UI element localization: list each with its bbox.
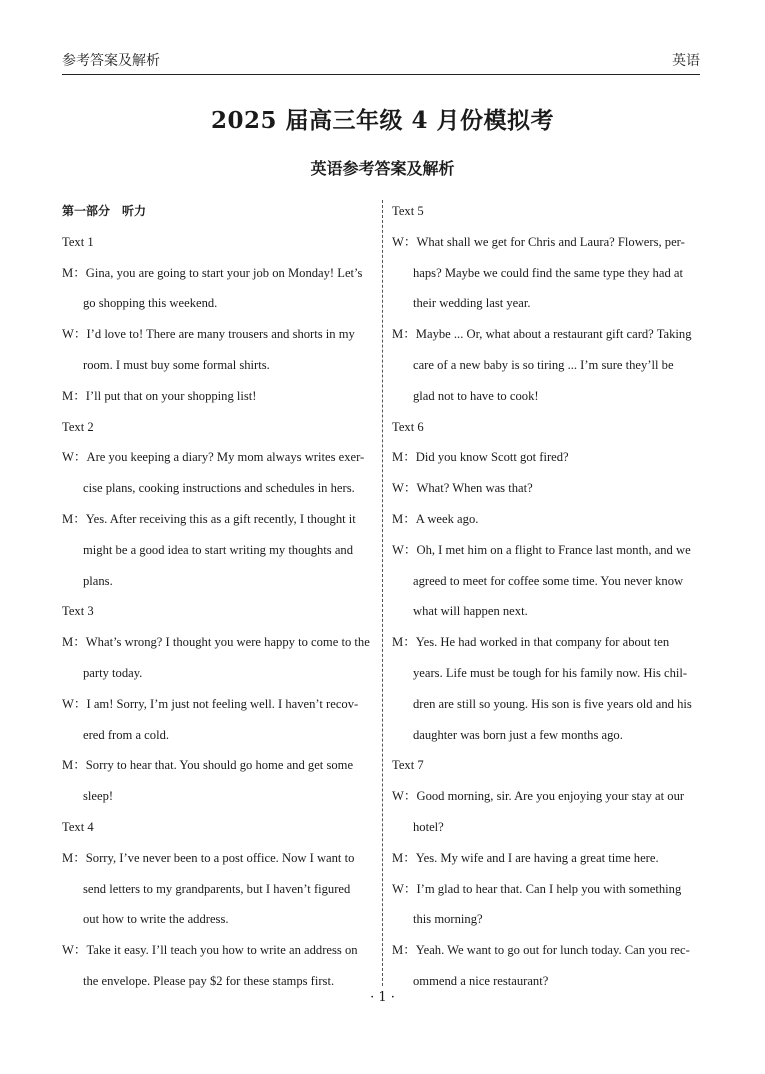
header-left-label: 参考答案及解析: [62, 53, 160, 69]
dialogue-line: M：Yes. My wife and I are having a great time here.: [392, 850, 659, 865]
column-divider: [382, 200, 383, 986]
page-subtitle: 英语参考答案及解析: [310, 159, 455, 178]
text-label: Text 7: [392, 758, 424, 773]
dialogue-line: M：A week ago.: [392, 511, 479, 526]
text-label: Text 1: [62, 234, 94, 249]
dialogue-line-continued: party today.: [83, 665, 143, 680]
dialogue-line-continued: cise plans, cooking instructions and schedules in hers.: [83, 481, 355, 496]
page-title: 2025 届高三年级 4 月份模拟考: [210, 107, 555, 134]
dialogue-line: M：Sorry to hear that. You should go home and get some: [62, 758, 354, 773]
right-column: [392, 196, 704, 997]
section-heading: 第一部分 听力: [62, 204, 147, 218]
dialogue-line-continued: ered from a cold.: [83, 727, 170, 742]
dialogue-line: M：I’ll put that on your shopping list!: [62, 388, 257, 403]
dialogue-line-continued: the envelope. Please pay $2 for these stamps first.: [83, 973, 335, 988]
text-label: Text 2: [62, 419, 94, 434]
dialogue-line: W：Take it easy. I’ll teach you how to write an address on: [62, 943, 358, 958]
page-number: · 1 ·: [370, 990, 395, 1005]
text-label: Text 5: [392, 204, 424, 218]
dialogue-line-continued: dren are still so young. His son is five years old and his: [413, 696, 692, 711]
left-column: [62, 196, 372, 997]
dialogue-line-continued: ommend a nice restaurant?: [413, 973, 549, 988]
dialogue-line: W：Oh, I met him on a flight to France last month, and we: [392, 542, 691, 557]
dialogue-line-continued: might be a good idea to start writing my thoughts and: [83, 542, 354, 557]
dialogue-line-continued: agreed to meet for coffee some time. You never know: [413, 573, 684, 588]
dialogue-line: W：I am! Sorry, I’m just not feeling well. I haven’t recov-: [62, 696, 359, 711]
dialogue-line-continued: haps? Maybe we could find the same type they had at: [413, 265, 683, 280]
dialogue-line: M：Did you know Scott got fired?: [392, 450, 569, 465]
dialogue-line: W：Good morning, sir. Are you enjoying your stay at our: [392, 789, 685, 804]
text-label: Text 4: [62, 819, 94, 834]
dialogue-line-continued: their wedding last year.: [413, 296, 531, 311]
dialogue-line-continued: glad not to have to cook!: [413, 388, 539, 403]
dialogue-line: W：What shall we get for Chris and Laura? Flowers, per-: [392, 234, 685, 249]
dialogue-line-continued: what will happen next.: [413, 604, 528, 619]
dialogue-line-continued: years. Life must be tough for his family now. His chil-: [413, 665, 688, 680]
text-label: Text 6: [392, 419, 424, 434]
dialogue-line: W：I’m glad to hear that. Can I help you with something: [392, 881, 682, 896]
dialogue-line: M：What’s wrong? I thought you were happy to come to the: [62, 635, 370, 650]
dialogue-line-continued: sleep!: [83, 789, 114, 804]
dialogue-line-continued: care of a new baby is so tiring ... I’m sure they’ll be: [413, 357, 674, 372]
text-label: Text 3: [62, 604, 94, 619]
dialogue-line-continued: this morning?: [413, 912, 483, 927]
dialogue-line-continued: daughter was born just a few months ago.: [413, 727, 623, 742]
dialogue-line: M：Yeah. We want to go out for lunch today. Can you rec-: [392, 943, 690, 958]
dialogue-line: W：Are you keeping a diary? My mom always writes exer-: [62, 450, 365, 465]
dialogue-line-continued: plans.: [83, 573, 113, 588]
dialogue-line-continued: room. I must buy some formal shirts.: [83, 357, 270, 372]
dialogue-line: M：Maybe ... Or, what about a restaurant gift card? Taking: [392, 327, 692, 342]
dialogue-line: M：Sorry, I’ve never been to a post office. Now I want to: [62, 850, 355, 865]
dialogue-line: W：What? When was that?: [392, 481, 533, 496]
header-subject-label: 英语: [672, 53, 700, 69]
dialogue-line: M：Gina, you are going to start your job on Monday! Let’s: [62, 265, 363, 280]
dialogue-line: M：Yes. After receiving this as a gift recently, I thought it: [62, 511, 356, 526]
page-header: [62, 50, 700, 76]
dialogue-line: M：Yes. He had worked in that company for about ten: [392, 635, 670, 650]
dialogue-line-continued: hotel?: [413, 819, 444, 834]
dialogue-line-continued: send letters to my grandparents, but I haven’t figured: [83, 881, 351, 896]
dialogue-line-continued: out how to write the address.: [83, 912, 229, 927]
dialogue-line-continued: go shopping this weekend.: [83, 296, 218, 311]
header-rule: [62, 74, 700, 75]
dialogue-line: W：I’d love to! There are many trousers and shorts in my: [62, 327, 355, 342]
